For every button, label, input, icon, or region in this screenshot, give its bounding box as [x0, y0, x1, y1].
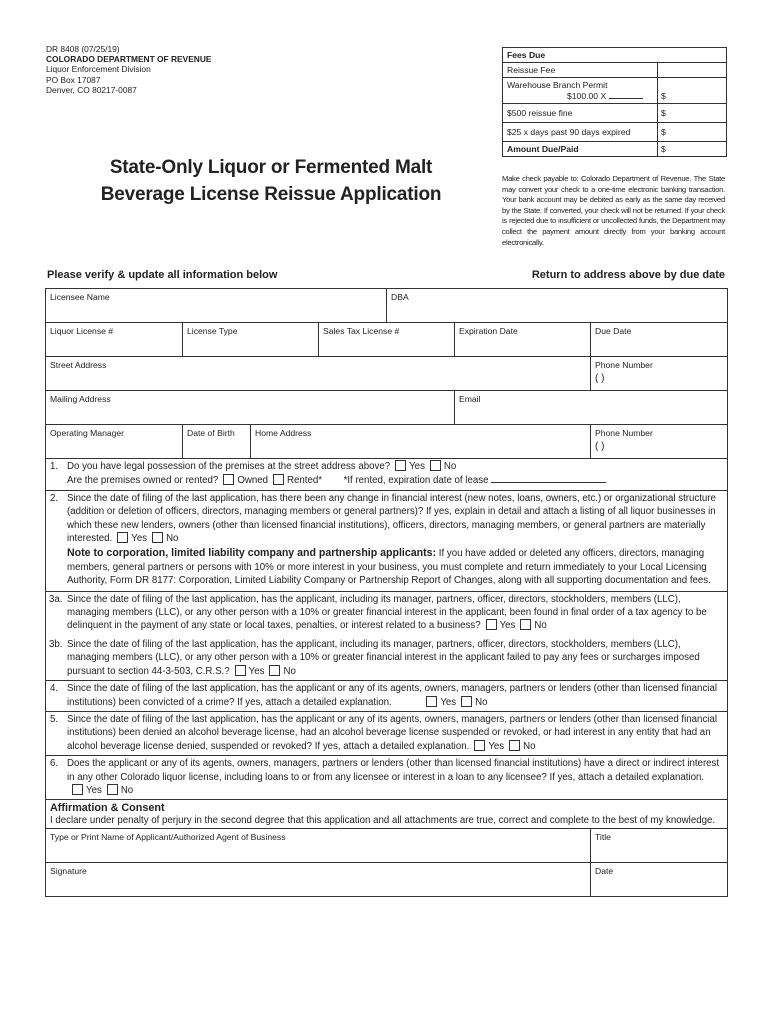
q3a-no-label: No	[534, 620, 547, 632]
warehouse-value[interactable]: $	[657, 78, 726, 103]
lease-expiration-field[interactable]	[491, 473, 606, 483]
expiration-date-label: Expiration Date	[459, 326, 518, 336]
liquor-license-field[interactable]	[46, 323, 182, 356]
licensee-name-label: Licensee Name	[50, 292, 110, 302]
affirmation-text: I declare under penalty of perjury in the second degree that this application and all attachments are true, correct and complete to the best of my knowledge.	[50, 814, 716, 826]
q1b-text: Are the premises owned or rented?	[67, 475, 219, 487]
q5-no-label: No	[523, 740, 536, 752]
page-title	[46, 154, 496, 208]
due-date-label: Due Date	[595, 326, 632, 336]
street-row	[46, 356, 727, 390]
title-field[interactable]	[590, 829, 727, 862]
q1-line-2	[67, 473, 723, 487]
phone-area-code: ( )	[595, 373, 605, 384]
q2-text: Since the date of filing of the last application, has there been any change in financial interest (new notes, loans, owners, etc.) or organizational structure (addition or deletion of officers, directors, managing members or general partners)? If yes, explain in detail and attach a listing of all liquor businesses in which these new lenders, owners (other than licensed financial institutions), officers, directors, managing members, or general partners are materially interested.	[67, 492, 716, 545]
title-line-2: Beverage License Reissue Application	[100, 184, 442, 205]
reissue-fee-value[interactable]	[657, 63, 726, 77]
lease-expiration-label: *If rented, expiration date of lease	[343, 475, 489, 487]
q5-body	[67, 713, 723, 753]
question-6	[46, 755, 727, 799]
q4-no-label: No	[475, 696, 488, 708]
q6-yes-label: Yes	[86, 784, 102, 796]
q3a-body	[67, 593, 723, 633]
manager-phone-label: Phone Number	[595, 428, 653, 438]
amount-due-value[interactable]: $	[657, 142, 726, 156]
reissue-fee-row	[503, 62, 726, 77]
q3b-yes-checkbox[interactable]	[235, 665, 246, 676]
street-address-label: Street Address	[50, 360, 107, 370]
signature-date-row	[46, 862, 727, 896]
reissue-fine-row	[503, 103, 726, 122]
return-heading: Return to address above by due date	[531, 269, 725, 281]
reissue-fine-value[interactable]: $	[657, 104, 726, 122]
manager-phone-field[interactable]	[590, 425, 727, 458]
po-box: PO Box 17087	[46, 74, 101, 85]
department-name: COLORADO DEPARTMENT OF REVENUE	[46, 54, 212, 65]
sales-tax-field[interactable]	[318, 323, 454, 356]
expiration-date-field[interactable]	[454, 323, 590, 356]
fees-header-row	[503, 48, 726, 62]
q2-yes-label: Yes	[131, 533, 148, 545]
q5-number: 5.	[50, 713, 59, 725]
rented-checkbox[interactable]	[273, 474, 284, 485]
date-of-birth-field[interactable]	[182, 425, 250, 458]
verify-heading: Please verify & update all information below	[47, 269, 278, 281]
reissue-fine-label: $500 reissue fine	[507, 108, 573, 118]
manager-phone-area-code: ( )	[595, 441, 605, 452]
q6-yes-checkbox[interactable]	[72, 784, 83, 795]
date-label: Date	[595, 866, 614, 877]
affirmation-heading: Affirmation & Consent	[50, 802, 165, 815]
q1-yes-label: Yes	[409, 461, 425, 472]
affirmation-section	[46, 799, 727, 828]
q3b-no-checkbox[interactable]	[269, 665, 280, 676]
licensee-name-field[interactable]	[46, 289, 386, 322]
dba-label: DBA	[391, 292, 409, 302]
mailing-address-field[interactable]	[46, 391, 454, 424]
question-3a	[46, 591, 727, 635]
q4-yes-checkbox[interactable]	[426, 696, 437, 707]
date-of-birth-label: Date of Birth	[187, 428, 235, 438]
q3a-yes-label: Yes	[499, 620, 516, 632]
title-label: Title	[595, 832, 611, 843]
q3b-number: 3b.	[49, 638, 63, 650]
q2-number: 2.	[50, 492, 59, 504]
q6-no-checkbox[interactable]	[107, 784, 118, 795]
q1-number: 1.	[50, 461, 59, 472]
q1-text: Do you have legal possession of the premises at the street address above?	[67, 461, 391, 472]
q2-no-label: No	[166, 533, 179, 545]
q3b-body	[67, 638, 723, 678]
phone-label: Phone Number	[595, 360, 653, 370]
fees-table	[502, 47, 727, 157]
q3a-number: 3a.	[49, 593, 63, 605]
applicant-name-field[interactable]	[46, 829, 590, 862]
warehouse-label	[503, 78, 657, 103]
liquor-license-label: Liquor License #	[50, 326, 114, 336]
question-3b	[46, 637, 727, 680]
signature-field[interactable]	[46, 863, 590, 896]
q3a-no-checkbox[interactable]	[520, 619, 531, 630]
days-fee-row	[503, 122, 726, 141]
q2-body	[67, 492, 723, 546]
home-address-field[interactable]	[250, 425, 590, 458]
license-row	[46, 322, 727, 356]
home-address-label: Home Address	[255, 428, 312, 438]
operating-manager-label: Operating Manager	[50, 428, 125, 438]
fees-header: Fees Due	[507, 50, 546, 60]
form-id: DR 8408 (07/25/19)	[46, 44, 120, 54]
license-type-field[interactable]	[182, 323, 318, 356]
signature-label: Signature	[50, 866, 87, 877]
q5-no-checkbox[interactable]	[509, 740, 520, 751]
q3b-no-label: No	[283, 665, 296, 677]
question-2	[46, 490, 727, 591]
q6-body	[67, 757, 723, 797]
warehouse-rate: $100.00 X	[567, 91, 607, 101]
q5-yes-checkbox[interactable]	[474, 740, 485, 751]
question-5	[46, 711, 727, 755]
warehouse-line-2	[507, 90, 653, 101]
street-address-field[interactable]	[46, 357, 590, 390]
q5-text: Since the date of filing of the last application, has the applicant or any of its agents, owners, managers, partners or lenders (other than licensed financial institutions) been denied an alcohol beverage license, had an alcohol beverage license suspended or revoked, or had interest in any entity that had an alcohol beverage license denied, suspended or revoked? If yes, attach a detailed explanation.	[67, 713, 717, 752]
phone-field[interactable]	[590, 357, 727, 390]
amount-due-label: Amount Due/Paid	[507, 144, 579, 154]
q1-no-label: No	[443, 461, 457, 472]
email-field[interactable]	[454, 391, 727, 424]
manager-row	[46, 424, 727, 458]
application-form	[45, 288, 728, 897]
owned-checkbox[interactable]	[223, 474, 234, 485]
warehouse-row	[503, 77, 726, 103]
owned-label: Owned	[237, 475, 269, 487]
q4-number: 4.	[50, 683, 59, 695]
reissue-fee-label: Reissue Fee	[507, 65, 556, 75]
warehouse-line-1: Warehouse Branch Permit	[507, 80, 608, 90]
q4-no-checkbox[interactable]	[461, 696, 472, 707]
name-title-row	[46, 828, 727, 862]
q6-no-label: No	[120, 784, 134, 796]
q3b-text: Since the date of filing of the last application, has the applicant, including its manager, partners, officer, directors, stockholders, members (LLC), managing members (LLC), or any other person with a 10% or greater financial interest in the applicant failed to pay any fees or surcharges imposed pursuant to section 44-3-503, C.R.S.?	[67, 638, 700, 677]
q2-yes-checkbox[interactable]	[117, 532, 128, 543]
title-line-1: State-Only Liquor or Fermented Malt	[109, 157, 433, 178]
division-name: Liquor Enforcement Division	[46, 64, 151, 75]
corp-note	[67, 547, 723, 587]
corp-note-body: If you have added or deleted any officers, directors, managing members, general partners or persons with 10% or more interest in your business, you must complete and return immediately to your Local Licensing Authority, Form DR 8177: Corporation, Limited Liability Company or Partnership Report of Changes, along with all supporting documentation and fees.	[67, 548, 711, 587]
dba-field[interactable]	[386, 289, 727, 322]
days-fee-label: $25 x days past 90 days expired	[507, 127, 631, 137]
applicant-name-label: Type or Print Name of Applicant/Authorized Agent of Business	[50, 832, 286, 843]
operating-manager-field[interactable]	[46, 425, 182, 458]
q5-yes-label: Yes	[488, 740, 505, 752]
question-4	[46, 680, 727, 711]
payment-note: Make check payable to: Colorado Department of Revenue. The State may convert your check to a one-time electronic banking transaction. Your bank account may be debited as early as the same day received by the State. If converted, your check will not be returned. If your check is rejected due to insufficient or uncollected funds, the Department may collect the payment amount directly from your banking account electronically.	[502, 174, 725, 247]
warehouse-qty-field[interactable]	[609, 90, 643, 99]
email-label: Email	[459, 394, 481, 404]
q6-number: 6.	[50, 758, 59, 770]
rented-label: Rented*	[287, 475, 323, 487]
due-date-field[interactable]	[590, 323, 727, 356]
licensee-row	[46, 289, 727, 322]
q3a-yes-checkbox[interactable]	[486, 619, 497, 630]
mailing-address-label: Mailing Address	[50, 394, 111, 404]
city-line: Denver, CO 80217-0087	[46, 84, 137, 95]
mailing-row	[46, 390, 727, 424]
q1-line-1	[67, 460, 723, 473]
corp-note-heading: Note to corporation, limited liability company and partnership applicants:	[67, 547, 437, 560]
amount-due-row	[503, 141, 726, 156]
q4-text: Since the date of filing of the last application, has the applicant or any of its agents, owners, managers, partners or lenders (other than licensed financial institutions) been convicted of a crime? If yes, attach a detailed explanation.	[67, 683, 717, 708]
q1-yes-checkbox[interactable]	[395, 460, 406, 471]
days-fee-value[interactable]: $	[657, 123, 726, 141]
q4-yes-label: Yes	[440, 696, 457, 708]
q2-no-checkbox[interactable]	[152, 532, 163, 543]
q3b-yes-label: Yes	[248, 665, 265, 677]
license-type-label: License Type	[187, 326, 238, 336]
q4-body	[67, 682, 723, 709]
sales-tax-label: Sales Tax License #	[323, 326, 400, 336]
form-header	[46, 44, 212, 95]
question-1	[46, 458, 727, 490]
q6-text: Does the applicant or any of its agents, owners, managers, partners or lenders (other than licensed financial institutions) have a direct or indirect interest in any other Colorado liquor license, including loans to or from any licensee or interest in a loan to any licensee? If yes, attach a detailed explanation.	[67, 758, 720, 783]
date-field[interactable]	[590, 863, 727, 896]
q1-no-checkbox[interactable]	[430, 460, 441, 471]
q3a-text: Since the date of filing of the last application, has the applicant, including its manager, partners, officer, directors, stockholders, members (LLC), managing members (LLC), or any other person with a 10% or greater financial interest in the applicant, been found in final order of a tax agency to be delinquent in the payment of any state or local taxes, penalties, or interest related to a business?	[67, 593, 707, 632]
